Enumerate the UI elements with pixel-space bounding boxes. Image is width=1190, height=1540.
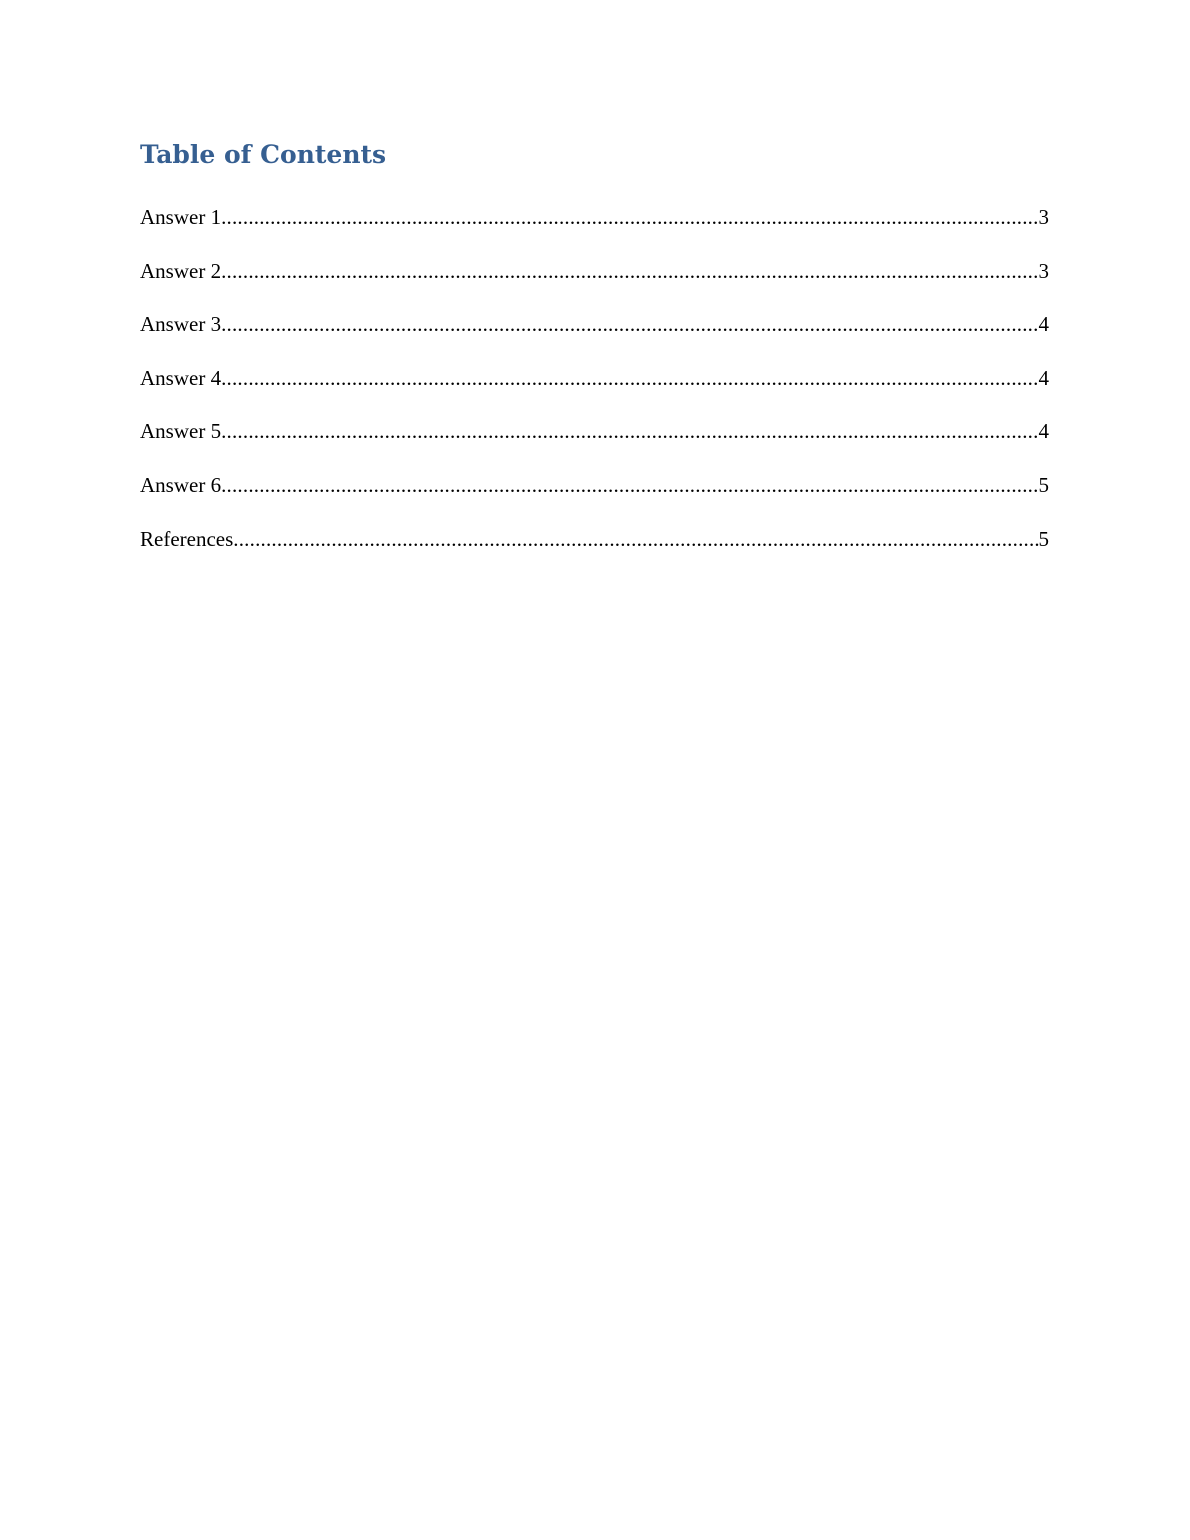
toc-entry-label: Answer 5: [140, 419, 222, 444]
toc-entry-page-number: 4: [1038, 365, 1049, 390]
toc-entry-page-number: 3: [1038, 205, 1049, 229]
toc-entry-label: Answer 6: [140, 472, 222, 497]
toc-entry-page-number: 3: [1038, 258, 1049, 283]
toc-entry-answer-1[interactable]: [140, 201, 1049, 255]
toc-entry-label: Answer 4: [140, 365, 222, 390]
toc-entry-answer-6[interactable]: [140, 469, 1049, 523]
toc-entry-references[interactable]: [140, 523, 1049, 577]
toc-entry-page-number: 5: [1038, 526, 1049, 551]
toc-dot-leader: [221, 415, 1038, 447]
toc-dot-leader: [233, 523, 1038, 555]
toc-entry-page-number: 5: [1038, 472, 1049, 497]
toc-dot-leader: [221, 255, 1038, 287]
toc-dot-leader: [221, 469, 1038, 501]
toc-list: [140, 201, 1049, 576]
toc-entry-answer-5[interactable]: [140, 415, 1049, 469]
toc-entry-answer-3[interactable]: [140, 308, 1049, 362]
toc-entry-label: Answer 2: [140, 258, 222, 283]
toc-dot-leader: [221, 362, 1038, 394]
toc-entry-answer-2[interactable]: [140, 255, 1049, 309]
toc-dot-leader: [221, 201, 1038, 233]
toc-entry-answer-4[interactable]: [140, 362, 1049, 416]
toc-title: Table of Contents: [140, 140, 387, 169]
toc-entry-page-number: 4: [1038, 312, 1049, 337]
toc-entry-label: Answer 1: [140, 205, 222, 229]
toc-entry-page-number: 4: [1038, 419, 1049, 444]
toc-entry-label: References: [140, 526, 234, 551]
toc-entry-label: Answer 3: [140, 312, 222, 337]
toc-dot-leader: [221, 308, 1038, 340]
